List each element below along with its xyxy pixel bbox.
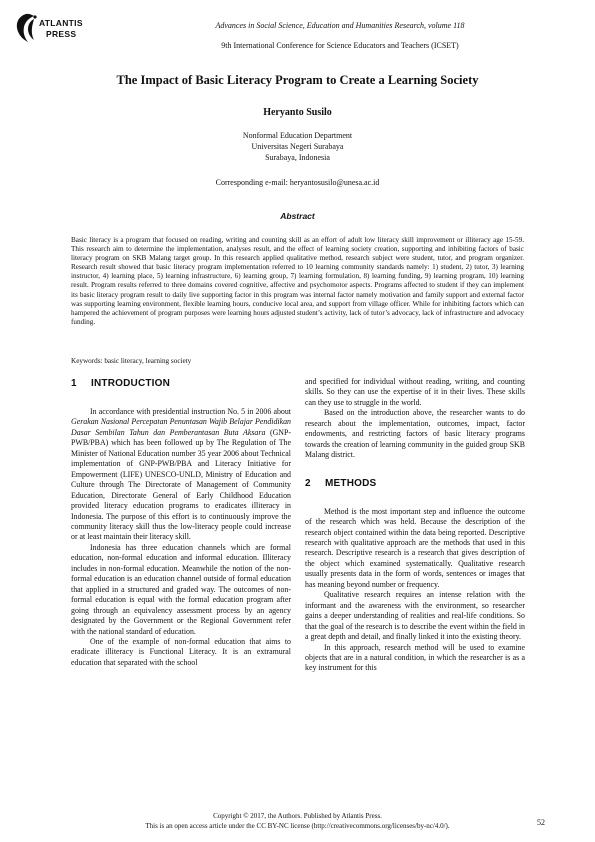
atlantis-logo-icon [14,12,38,44]
page-footer [30,812,565,831]
conference-header: 9th International Conference for Science Educators and Teachers (ICSET) [221,41,459,50]
section-heading-introduction [71,377,291,391]
paragraph-text: (GNP-PWB/PBA) which has been followed up by The Regulation of The Minister of National Education number 35 year 2006 about Technical implementation of GNP-PWB/PBA and Literacy Initiative for Empowerment (LIFE) UNESCO-UNLD, Ministry of Education and Culture through The Directorate of Management of Community Education, Directorate General of Early Childhood Education provided literacy education programs to eradicates illiteracy in Indonesia. The purpose of this effort is to continuously improve the community literacy skill thus the low-literacy people could increase or at least maintain their literacy skill. [71,427,292,542]
paragraph: One of the example of non-formal education that aims to eradicate illiteracy is Functional Literacy. It is an extramural education that separated with the school [71,636,291,667]
keywords: Keywords: basic literacy, learning society [71,357,192,365]
corresponding-email: Corresponding e-mail: heryantosusilo@unesa.ac.id [215,178,380,187]
logo-text-line1: ATLANTIS [39,18,83,28]
right-column [305,377,525,674]
license-line: This is an open access article under the CC BY-NC license (http://creativecommons.org/licenses/by-nc/4.0/). [145,821,450,830]
page-number: 52 [537,818,545,827]
paragraph [71,407,291,543]
paragraph: Method is the most important step and influence the outcome of the research which was held. Because the description of the research object contained within the data being reported. Descriptive research with qualitative approach are the methods that used in this research. Descriptive research is a research that gives description of the object which examined systematically. Qualitative research usually presents data in the form of words, sentences or images that has meaning beyond number or frequency. [305,506,525,589]
author-name: Heryanto Susilo [263,107,332,118]
paragraph: Qualitative research requires an intense relation with the informant and the awareness with the environment, so researcher gains a deeper understanding of realities and real-life conditions. So that the goal of the research is to describe the event within the field in a great depth and detail, and finally linked it into the existing theory. [305,590,525,642]
paragraph-text: In accordance with presidential instruction No. 5 in 2006 about [90,407,291,416]
italic-program-name: Gerakan Nasional Percepatan Penuntasan Wajib Belajar Pendidikan Dasar Sembilan Tahun dan Pemberantasan Buta Aksara [71,417,291,437]
left-column [71,377,291,668]
section-title: INTRODUCTION [91,378,171,389]
paragraph-continued: and specified for individual without reading, writing, and counting skills. So they can use the expertise of it in their lives. These skills can they use to struggle in the world. [305,377,525,407]
abstract-text: Basic literacy is a program that focused on reading, writing and counting skill as an effort of adult low literacy skill improvement or illiteracy age 15-59. This research aim to determine the implementation, analyses result, and the effect of learning society creation, supporting and inhibiting factors of basic literacy program on SKB Malang target group. In this research applied qualitative method, research subject were student, tutor, and program organizer. Research result showed that basic literacy program implementation referred to 10 learning community standards namely: 1) student, 2) tutor, 3) learning instructor, 4) learning place, 5) learning infrastructure, 6) learning group, 7) learning formulation, 8) learning funding, 9) learning program, 10) learning result. Program results referred to three domains covered cognitive, affective and psychomotor aspects. Programs affected to student if they can implement its basic literacy program result to daily live supporting factor in this program was internal factor namely motivation and family support and external factor was supporting learning environment, flexible learning hours, conducive local area, and support from village officer. While for inhibiting factors which can hampered the achievement of program purposes were learning hours adjusted student’s activity, lack of tutor’s advocacy, lack of infrastructure and advocacy funding. [71,236,524,326]
section-number: 2 [305,477,311,489]
abstract-heading: Abstract [280,211,315,221]
section-number: 1 [71,378,77,389]
affiliation [30,130,565,163]
atlantis-press-logo [14,12,94,46]
affiliation-line: Nonformal Education Department [242,131,353,140]
section-heading-methods [305,477,525,491]
copyright-line: Copyright © 2017, the Authors. Published by Atlantis Press. [213,812,382,820]
paper-title: The Impact of Basic Literacy Program to Create a Learning Society [116,73,479,87]
logo-text-line2: PRESS [46,29,77,39]
paragraph: Indonesia has three education channels which are formal education, non-formal education and informal education. Illiteracy includes in non-formal education. Meanwhile the notion of the non-formal education is an education channel outside of formal education that applied in a structured and graded way. The outcomes of non-formal education is equal with the formal education program after going through an equivalency assessment process by an agency designated by the Government or the Regional Government refer with the national standard of education. [71,542,291,636]
paragraph: Based on the introduction above, the researcher wants to do research about the implementation, outcomes, impact, factor endowments, and restricting factors of basic literacy programs towards the creation of learning community in the guided group SKB Malang district. [305,408,525,460]
affiliation-line: Universitas Negeri Surabaya [251,142,344,151]
paragraph: In this approach, research method will be used to examine objects that are in a natural condition, in which the researcher is as a key instrument for this [305,642,525,673]
section-title: METHODS [325,477,377,489]
affiliation-line: Surabaya, Indonesia [265,153,330,162]
series-header: Advances in Social Science, Education and Humanities Research, volume 118 [215,21,465,30]
